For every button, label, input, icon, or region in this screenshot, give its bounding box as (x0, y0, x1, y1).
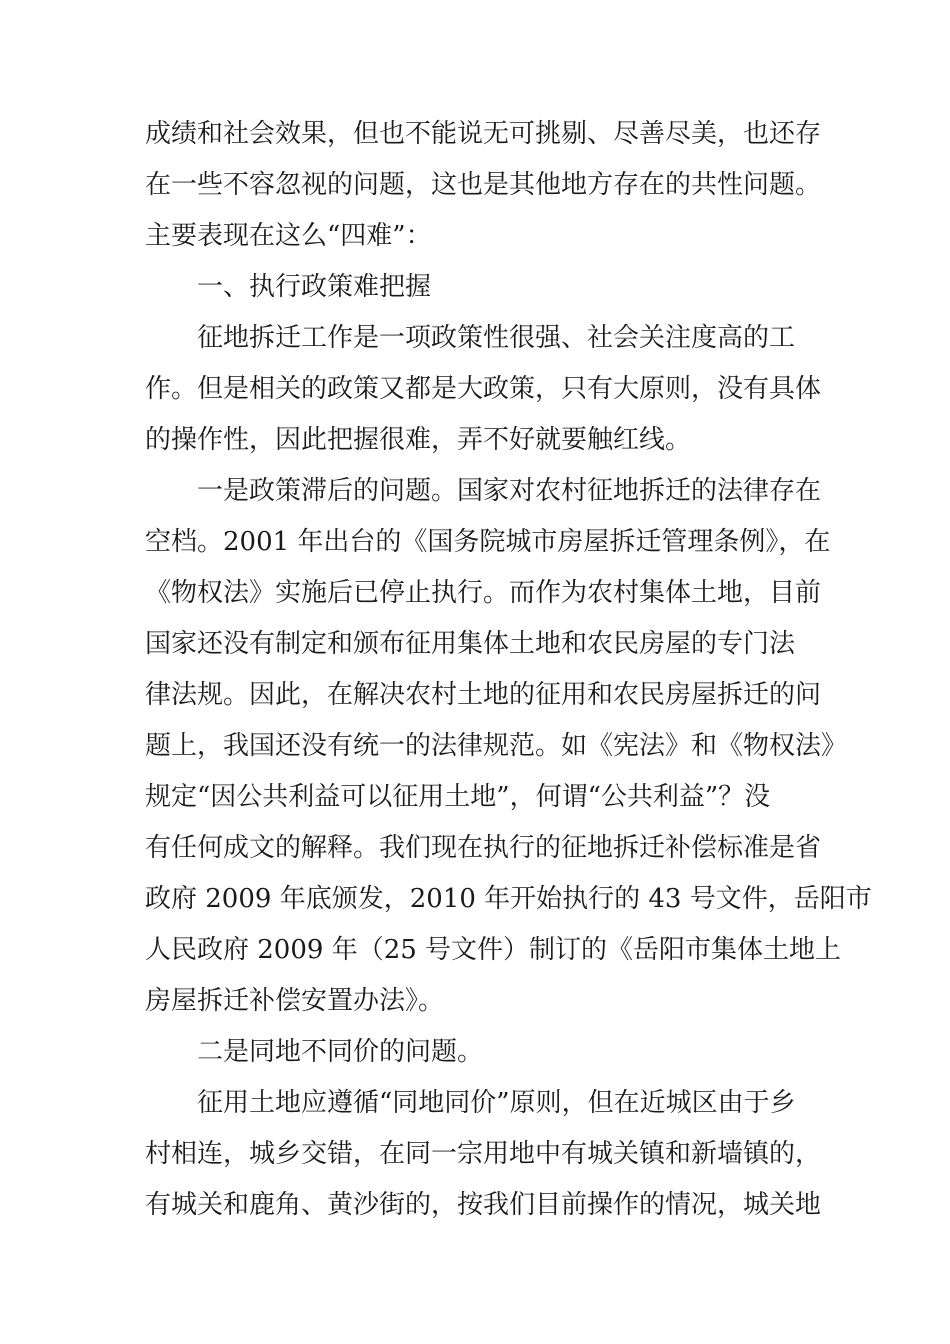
text-line: 房屋拆迁补偿安置办法》。 (145, 986, 445, 1016)
text-line: 空档。2001 年出台的《国务院城市房屋拆迁管理条例》，在 (145, 527, 831, 557)
text-line: 成绩和社会效果，但也不能说无可挑剔、尽善尽美，也还存 (145, 119, 822, 149)
text-line: 主要表现在这么“四难”： (145, 221, 432, 251)
text-line: 国家还没有制定和颁布征用集体土地和农民房屋的专门法 (145, 629, 796, 659)
text-line: 人民政府 2009 年（25 号文件）制订的《岳阳市集体土地上 (145, 935, 842, 965)
text-line: 征地拆迁工作是一项政策性很强、社会关注度高的工 (197, 323, 796, 353)
text-line: 在一些不容忽视的问题，这也是其他地方存在的共性问题。 (145, 170, 822, 200)
text-line: 村相连，城乡交错，在同一宗用地中有城关镇和新墙镇的， (145, 1139, 822, 1169)
text-line: 的操作性，因此把握很难，弄不好就要触红线。 (145, 425, 692, 455)
text-line: 规定“因公共利益可以征用土地”，何谓“公共利益”？没 (145, 782, 771, 812)
text-line: 一是政策滞后的问题。国家对农村征地拆迁的法律存在 (197, 476, 822, 506)
text-line: 作。但是相关的政策又都是大政策，只有大原则，没有具体 (145, 374, 822, 404)
section-heading: 一、执行政策难把握 (197, 272, 432, 302)
text-line: 有任何成文的解释。我们现在执行的征地拆迁补偿标准是省 (145, 833, 822, 863)
text-line: 二是同地不同价的问题。 (197, 1037, 484, 1067)
text-line: 律法规。因此，在解决农村土地的征用和农民房屋拆迁的问 (145, 680, 822, 710)
text-line: 《物权法》实施后已停止执行。而作为农村集体土地，目前 (145, 578, 822, 608)
text-line: 征用土地应遵循“同地同价”原则，但在近城区由于乡 (197, 1088, 796, 1118)
text-line: 有城关和鹿角、黄沙街的，按我们目前操作的情况，城关地 (145, 1190, 822, 1220)
text-line: 题上，我国还没有统一的法律规范。如《宪法》和《物权法》 (145, 731, 848, 761)
text-line: 政府 2009 年底颁发，2010 年开始执行的 43 号文件，岳阳市 (145, 884, 872, 914)
